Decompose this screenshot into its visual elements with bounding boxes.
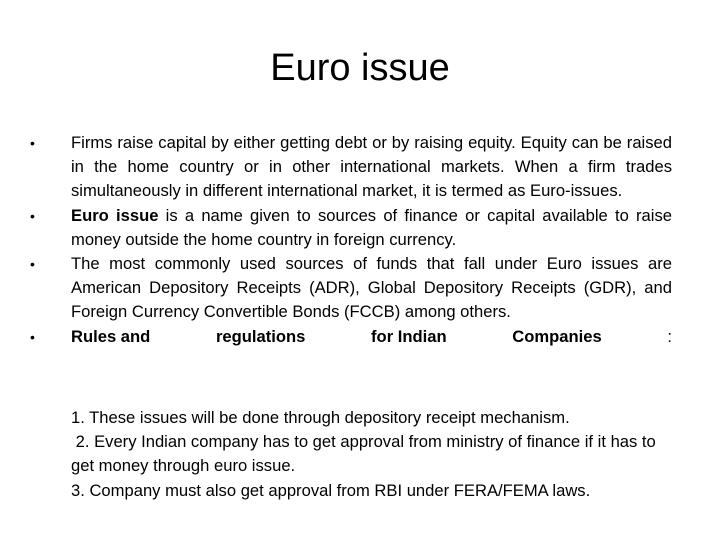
- rule-item-1: 1. These issues will be done through depository receipt mechanism.: [71, 408, 570, 427]
- bullet-item-firms-raise-capital: [30, 131, 672, 204]
- bullet-item-rules-heading: [30, 325, 672, 349]
- rule-item-2: 2. Every Indian company has to get approval from ministry of finance if it has to get money through euro issue.: [71, 432, 661, 476]
- rules-word: for Indian: [371, 326, 447, 346]
- bullet-icon: •: [30, 135, 35, 151]
- slide-title: Euro issue: [270, 47, 450, 89]
- bullet-list: [30, 131, 672, 349]
- rules-heading-line: [71, 325, 672, 349]
- bullet-bold-term: Euro issue: [71, 205, 159, 225]
- bullet-item-euro-issue-definition: [30, 204, 672, 252]
- bullet-icon: •: [30, 328, 35, 345]
- bullet-icon: •: [30, 256, 35, 273]
- bullet-icon: •: [30, 207, 35, 224]
- bullet-text: Firms raise capital by either getting debt or by raising equity. Equity can be raised in the home country or in other international markets. When a firm trades simultaneously in different international market, it is termed as Euro-issues.: [71, 133, 672, 201]
- bullet-text: The most commonly used sources of funds that fall under Euro issues are American Depository Receipts (ADR), Global Depository Receipts (GDR), and Foreign Currency Convertible Bonds (FCCB) among others.: [71, 254, 672, 322]
- rules-word: Rules and: [71, 326, 151, 346]
- rules-list: [71, 406, 681, 509]
- rules-word: regulations: [215, 326, 306, 346]
- rules-word: Companies: [512, 326, 602, 346]
- bullet-item-sources-of-funds: [30, 252, 672, 325]
- rule-item-3: 3. Company must also get approval from RBI under FERA/FEMA laws.: [71, 480, 591, 500]
- rules-colon: :: [667, 326, 672, 346]
- bullet-text: is a name given to sources of finance or capital available to raise money outside the home country in foreign currency.: [71, 205, 672, 249]
